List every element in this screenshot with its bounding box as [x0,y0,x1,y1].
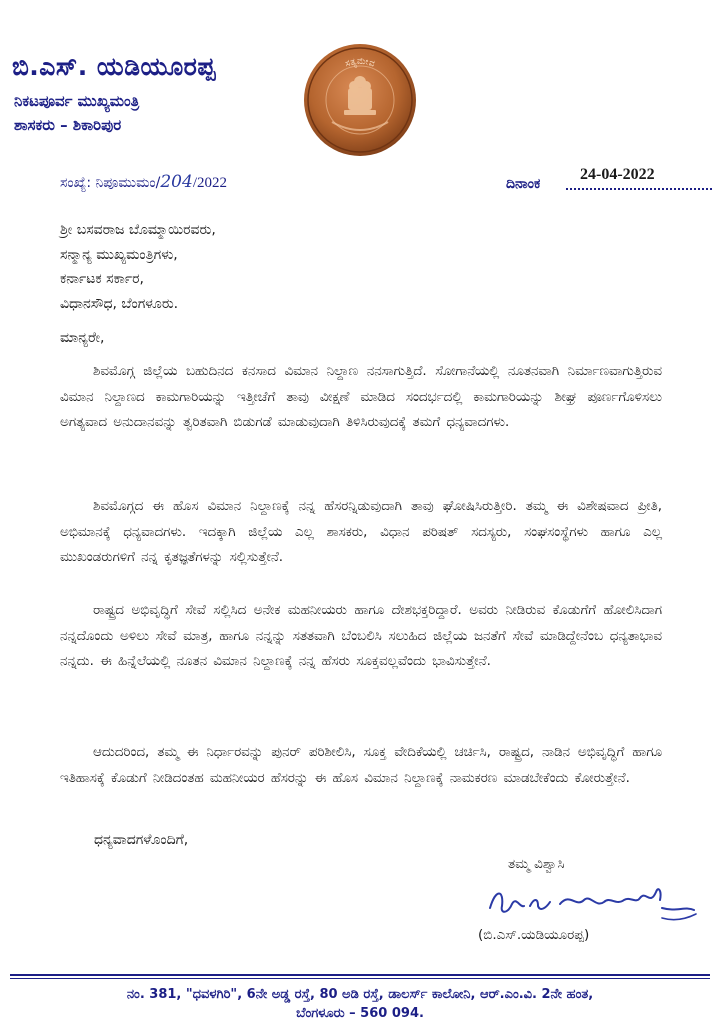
letterhead-name: ಬಿ.ಎಸ್. ಯಡಿಯೂರಪ್ಪ [12,52,216,81]
salutation: ಮಾನ್ಯರೇ, [60,330,105,346]
body-paragraph: ರಾಷ್ಟ್ರದ ಅಭಿವೃದ್ಧಿಗೆ ಸೇವೆ ಸಲ್ಲಿಸಿದ ಅನೇಕ ಮಹನೀಯರು ಹಾಗೂ ದೇಶಭಕ್ತರಿದ್ದಾರೆ. ಅವರು ನೀಡಿರುವ ಕೊಡುಗೆಗೆ ಹೋಲಿಸಿದಾಗ ನನ್ನದೊಂದು ಅಳಿಲು ಸೇವೆ ಮಾತ್ರ, ಹಾಗೂ ನನ್ನನ್ನು ಸತತವಾಗಿ ಬೆಂಬಲಿಸಿ ಸಲುಹಿದ ಜಿಲ್ಲೆಯ ಜನತೆಗೆ ಸೇವೆ ಮಾಡಿದ್ದೇನೆಂಬ ಧನ್ಯತಾಭಾವ ನನ್ನದು. ಈ ಹಿನ್ನೆಲೆಯಲ್ಲಿ ನೂತನ ವಿಮಾನ ನಿಲ್ದಾಣಕ್ಕೆ ನನ್ನ ಹೆಸರು ಸೂಕ್ತವಲ್ಲವೆಂದು ಭಾವಿಸುತ್ತೇನೆ. [60,603,662,670]
date-value: 24-04-2022 [580,166,655,183]
body-paragraph: ಶಿವಮೊಗ್ಗದ ಈ ಹೊಸ ವಿಮಾನ ನಿಲ್ದಾಣಕ್ಕೆ ನನ್ನ ಹೆಸರನ್ನಿಡುವುದಾಗಿ ತಾವು ಘೋಷಿಸಿರುತ್ತೀರಿ. ತಮ್ಮ ಈ ವಿಶೇಷವಾದ ಪ್ರೀತಿ, ಅಭಿಮಾನಕ್ಕೆ ಧನ್ಯವಾದಗಳು. ಇದಕ್ಕಾಗಿ ಜಿಲ್ಲೆಯ ಎಲ್ಲ ಶಾಸಕರು, ವಿಧಾನ ಪರಿಷತ್ ಸದಸ್ಯರು, ಸಂಘಸಂಸ್ಥೆಗಳು ಹಾಗೂ ಎಲ್ಲ ಮುಖಂಡರುಗಳಿಗೆ ನನ್ನ ಕೃತಜ್ಞತೆಗಳನ್ನು ಸಲ್ಲಿಸುತ್ತೇನೆ. [60,499,662,566]
body-paragraph: ಆದುದರಿಂದ, ತಮ್ಮ ಈ ನಿರ್ಧಾರವನ್ನು ಪುನರ್ ಪರಿಶೀಲಿಸಿ, ಸೂಕ್ತ ವೇದಿಕೆಯಲ್ಲಿ ಚರ್ಚಿಸಿ, ರಾಷ್ಟ್ರದ, ನಾಡಿನ ಅಭಿವೃದ್ಧಿಗೆ ಹಾಗೂ ಇತಿಹಾಸಕ್ಕೆ ಕೊಡುಗೆ ನೀಡಿದಂತಹ ಮಹನೀಯರ ಹೆಸರನ್ನು ಈ ಹೊಸ ವಿಮಾನ ನಿಲ್ದಾಣಕ್ಕೆ ನಾಮಕರಣ ಮಾಡಬೇಕೆಂದು ಕೋರುತ್ತೇನೆ. [60,745,662,786]
letterhead-designation: ನಿಕಟಪೂರ್ವ ಮುಖ್ಯಮಂತ್ರಿ [14,92,140,110]
date-dotted-line [566,188,712,190]
government-seal-icon [302,42,418,158]
body-paragraph: ಶಿವಮೊಗ್ಗ ಜಿಲ್ಲೆಯ ಬಹುದಿನದ ಕನಸಾದ ವಿಮಾನ ನಿಲ್ದಾಣ ನನಸಾಗುತ್ತಿದೆ. ಸೋಗಾನೆಯಲ್ಲಿ ನೂತನವಾಗಿ ನಿರ್ಮಾಣವಾಗುತ್ತಿರುವ ವಿಮಾನ ನಿಲ್ದಾಣದ ಕಾಮಗಾರಿಯನ್ನು ಇತ್ತೀಚೆಗೆ ತಾವು ವೀಕ್ಷಣೆ ಮಾಡಿದ ಸಂದರ್ಭದಲ್ಲಿ ಕಾಮಗಾರಿಯನ್ನು ಶೀಘ್ರ ಪೂರ್ಣಗೊಳಿಸಲು ಅಗತ್ಯವಾದ ಅನುದಾನವನ್ನು ತ್ವರಿತವಾಗಿ ಬಿಡುಗಡೆ ಮಾಡುವುದಾಗಿ ತಿಳಿಸಿರುವುದಕ್ಕೆ ತಮಗೆ ಧನ್ಯವಾದಗಳು. [60,364,662,431]
seal-text: ಸತ್ಯಮೇವ [344,56,376,70]
addressee-line: ಶ್ರೀ ಬಸವರಾಜ ಬೊಮ್ಮಾಯಿರವರು, [60,222,216,238]
reference-year: /2022 [192,175,227,191]
reference-prefix: ಸಂಖ್ಯೆ: ನಿಪೂಮುಮಂ/ [60,175,161,191]
reference-number [60,172,227,192]
date-field [506,166,712,192]
footer-rule-thin [10,978,710,979]
date-label: ದಿನಾಂಕ [506,176,541,192]
addressee-line: ಸನ್ಮಾನ್ಯ ಮುಖ್ಯಮಂತ್ರಿಗಳು, [60,246,178,263]
footer-rule [10,974,710,976]
footer-address-line-2: ಬೆಂಗಳೂರು – 560 094. [296,1006,424,1021]
reference-handwritten-number: 204 [160,172,193,192]
footer-address-line-1: ನಂ. 381, "ಧವಳಗಿರಿ", 6ನೇ ಅಡ್ಡ ರಸ್ತೆ, 80 ಅಡಿ ರಸ್ತೆ, ಡಾಲರ್ಸ್ ಕಾಲೋನಿ, ಆರ್.ಎಂ.ವಿ. 2ನೇ ಹಂತ, [126,987,594,1002]
closing: ಧನ್ಯವಾದಗಳೊಂದಿಗೆ, [94,832,189,848]
yours-faithfully: ತಮ್ಮ ವಿಶ್ವಾಸಿ [508,856,565,872]
addressee-block [60,218,216,316]
handwritten-signature-icon [480,878,700,926]
addressee-line: ಕರ್ನಾಟಕ ಸರ್ಕಾರ, [60,271,144,287]
signatory-name: (ಬಿ.ಎಸ್.ಯಡಿಯೂರಪ್ಪ) [478,927,590,943]
addressee-line: ವಿಧಾನಸೌಧ, ಬೆಂಗಳೂರು. [60,295,179,312]
letterhead-constituency: ಶಾಸಕರು – ಶಿಕಾರಿಪುರ [14,116,122,134]
